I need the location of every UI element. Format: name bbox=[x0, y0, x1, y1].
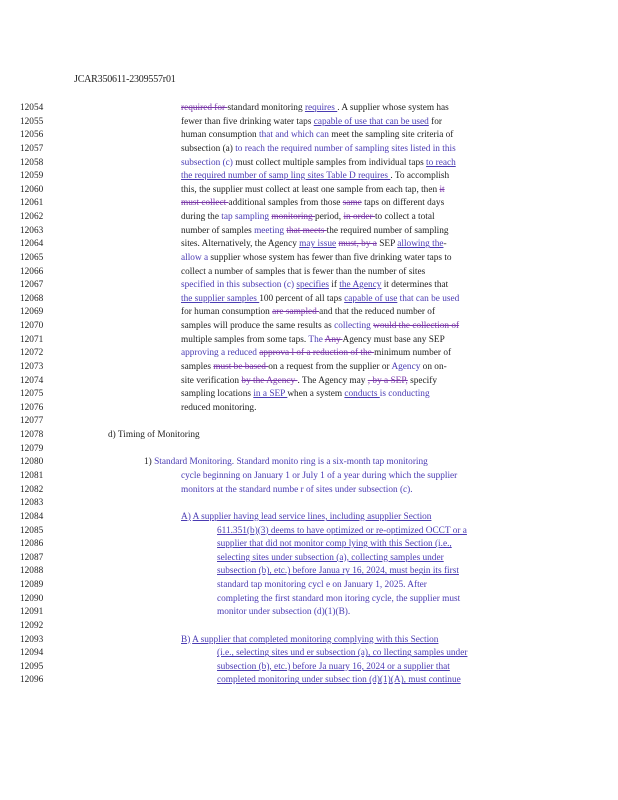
text-line bbox=[0, 415, 618, 429]
body-text: this, the supplier must collect at least one sample from each tap, then bbox=[181, 184, 440, 195]
text-line bbox=[0, 211, 618, 225]
body-text: specified in this subsection (c) bbox=[181, 280, 297, 291]
body-text: additional samples from those bbox=[228, 198, 343, 209]
body-text: on on- bbox=[420, 361, 447, 372]
line-number: 12076 bbox=[20, 402, 44, 413]
text-line bbox=[0, 293, 618, 307]
text-line bbox=[0, 347, 618, 361]
line-text bbox=[181, 334, 445, 348]
text-line bbox=[0, 593, 618, 607]
deleted-text: are sampled bbox=[272, 307, 320, 318]
body-text: cycle beginning on January 1 or July 1 of a year during which the supplier bbox=[181, 471, 458, 481]
line-text bbox=[217, 647, 467, 661]
body-text: . A supplier whose system has bbox=[337, 103, 449, 113]
inserted-text: the supplier samples bbox=[181, 293, 260, 304]
inserted-text: A supplier that completed monitoring complying with this Section bbox=[192, 634, 439, 645]
inserted-text: requires bbox=[304, 103, 338, 113]
line-number: 12054 bbox=[20, 103, 44, 113]
body-text: period, bbox=[315, 212, 344, 223]
line-number: 12091 bbox=[20, 607, 44, 618]
body-text: sites. Alternatively, the Agency bbox=[181, 239, 300, 250]
text-line bbox=[0, 525, 618, 539]
body-text: site verification bbox=[181, 375, 242, 386]
line-number: 12068 bbox=[20, 293, 44, 304]
line-text bbox=[181, 347, 451, 361]
body-text: it determines that bbox=[381, 280, 449, 291]
inserted-text: A supplier having lead service lines, including asupplier Section bbox=[192, 511, 432, 522]
body-text: SEP bbox=[376, 239, 398, 250]
line-text bbox=[217, 552, 444, 566]
body-text: - bbox=[443, 239, 447, 250]
line-text bbox=[181, 484, 413, 498]
line-number: 12065 bbox=[20, 252, 44, 263]
line-text bbox=[181, 211, 435, 225]
deleted-text: by the Agency bbox=[241, 375, 298, 386]
line-number: 12075 bbox=[20, 389, 44, 400]
line-number: 12086 bbox=[20, 539, 44, 550]
line-number: 12064 bbox=[20, 239, 44, 250]
body-text: that can be used bbox=[397, 293, 460, 304]
line-text bbox=[181, 252, 452, 266]
line-text bbox=[217, 525, 467, 539]
line-number: 12069 bbox=[20, 307, 44, 318]
text-line bbox=[0, 238, 618, 252]
deleted-text: must collect bbox=[181, 198, 229, 209]
body-text: and that the reduced number of bbox=[319, 307, 436, 318]
text-line bbox=[0, 620, 618, 634]
body-text: reduced monitoring. bbox=[181, 402, 257, 413]
text-line bbox=[0, 225, 618, 239]
body-text: samples will produce the same results as bbox=[181, 321, 335, 332]
document-id: JCAR350611-2309557r01 bbox=[74, 74, 176, 85]
deleted-text: in order bbox=[343, 212, 375, 223]
line-text bbox=[181, 129, 453, 143]
line-number: 12056 bbox=[20, 130, 44, 141]
text-line bbox=[0, 279, 618, 293]
text-line bbox=[0, 579, 618, 593]
line-number: 12088 bbox=[20, 566, 44, 577]
body-text: collect a number of samples that is fewer than the number of sites bbox=[181, 266, 426, 277]
line-text bbox=[217, 565, 459, 579]
text-line bbox=[0, 184, 618, 198]
text-line bbox=[0, 552, 618, 566]
line-number: 12061 bbox=[20, 198, 44, 209]
line-number: 12079 bbox=[20, 443, 44, 454]
line-text bbox=[217, 593, 460, 607]
body-text: Agency bbox=[391, 361, 421, 372]
body-text: d) Timing of Monitoring bbox=[108, 430, 200, 441]
body-text: to reach the required number of sampling sites listed in this bbox=[235, 143, 456, 154]
text-line bbox=[0, 334, 618, 348]
text-line bbox=[0, 661, 618, 675]
inserted-text: (i.e., selecting sites und er subsection (a), co llecting samples under bbox=[217, 648, 468, 659]
text-line bbox=[0, 361, 618, 375]
line-text bbox=[181, 293, 459, 307]
body-text: sampling locations bbox=[181, 389, 254, 400]
deleted-text: monitoring bbox=[271, 212, 316, 223]
text-line bbox=[0, 143, 618, 157]
inserted-text: the Agency bbox=[339, 280, 382, 291]
body-text: must collect multiple samples from individual taps bbox=[232, 157, 427, 168]
body-text: during the bbox=[181, 212, 222, 223]
line-number: 12057 bbox=[20, 143, 44, 154]
body-text: monitors at the standard numbe r of sites under subsection (c). bbox=[181, 484, 413, 495]
body-text: if bbox=[328, 280, 340, 291]
line-text bbox=[181, 266, 425, 280]
line-text bbox=[181, 470, 457, 484]
body-text: standard monitoring bbox=[227, 103, 305, 113]
body-text: taps on different days bbox=[361, 198, 445, 209]
text-line bbox=[0, 511, 618, 525]
body-text: to collect a total bbox=[374, 212, 435, 223]
inserted-text: 611.351(b)(3) deems to have optimized or re-optimized OCCT or a bbox=[217, 525, 467, 536]
text-line bbox=[0, 606, 618, 620]
line-text bbox=[181, 306, 435, 320]
text-line bbox=[0, 538, 618, 552]
inserted-text: selecting sites under subsection (a), collecting samples under bbox=[217, 552, 444, 563]
text-line bbox=[0, 484, 618, 498]
body-text: supplier whose system has fewer than five drinking water taps to bbox=[208, 252, 452, 263]
line-number: 12096 bbox=[20, 675, 44, 686]
line-number: 12090 bbox=[20, 593, 44, 604]
line-number: 12059 bbox=[20, 171, 44, 182]
body-text: number of samples bbox=[181, 225, 255, 236]
body-text: Agency must base any SEP bbox=[342, 334, 445, 345]
line-text bbox=[181, 238, 447, 252]
line-number: 12077 bbox=[20, 416, 44, 427]
text-line bbox=[0, 456, 618, 470]
line-number: 12083 bbox=[20, 498, 44, 509]
line-text bbox=[217, 674, 461, 688]
body-text: collecting bbox=[334, 321, 371, 332]
text-line bbox=[0, 565, 618, 579]
body-text: human consumption bbox=[181, 130, 259, 141]
body-text: The bbox=[308, 334, 323, 345]
line-number: 12073 bbox=[20, 361, 44, 372]
line-text bbox=[181, 197, 444, 211]
line-text bbox=[217, 579, 427, 593]
text-line bbox=[0, 497, 618, 511]
body-text: meet the sampling site criteria of bbox=[328, 130, 454, 141]
body-text: . The Agency may bbox=[297, 375, 368, 386]
line-number: 12072 bbox=[20, 348, 44, 359]
deleted-text: , by a SEP, bbox=[367, 375, 408, 386]
line-number: 12081 bbox=[20, 471, 44, 481]
text-line bbox=[0, 429, 618, 443]
line-text bbox=[217, 538, 452, 552]
line-text bbox=[181, 102, 449, 116]
line-text bbox=[181, 225, 449, 239]
line-number: 12063 bbox=[20, 225, 44, 236]
line-text bbox=[181, 157, 456, 171]
deleted-text: same bbox=[342, 198, 362, 209]
body-text: that and which can bbox=[258, 130, 329, 141]
line-number: 12060 bbox=[20, 184, 44, 195]
inserted-text: to reach bbox=[426, 157, 456, 168]
line-text bbox=[181, 511, 431, 525]
line-text bbox=[181, 402, 256, 416]
body-text: multiple samples from some taps. bbox=[181, 334, 309, 345]
body-text: standard tap monitoring cycl e on January 1, 2025. After bbox=[217, 580, 427, 591]
body-text: is conducting bbox=[379, 389, 430, 400]
inserted-text: capable of use that can be used bbox=[313, 116, 429, 127]
line-number: 12085 bbox=[20, 525, 44, 536]
body-text: minimum number of bbox=[374, 348, 452, 359]
body-text: allow a bbox=[181, 252, 209, 263]
inserted-text: in a SEP bbox=[253, 389, 288, 400]
text-line bbox=[0, 306, 618, 320]
body-text: . To accomplish bbox=[390, 171, 450, 182]
text-line bbox=[0, 674, 618, 688]
line-number: 12070 bbox=[20, 321, 44, 332]
text-line bbox=[0, 252, 618, 266]
text-line bbox=[0, 102, 618, 116]
line-number: 12095 bbox=[20, 661, 44, 672]
text-line bbox=[0, 402, 618, 416]
text-line bbox=[0, 443, 618, 457]
deleted-text: required for bbox=[181, 103, 228, 113]
body-text: on a request from the supplier or bbox=[268, 361, 392, 372]
text-line bbox=[0, 116, 618, 130]
text-line bbox=[0, 375, 618, 389]
body-text: when a system bbox=[287, 389, 345, 400]
line-text bbox=[181, 634, 438, 648]
text-line bbox=[0, 197, 618, 211]
line-text bbox=[217, 661, 450, 675]
line-text bbox=[217, 606, 350, 620]
line-number: 12093 bbox=[20, 634, 44, 645]
deleted-text: it bbox=[439, 184, 445, 195]
line-number: 12074 bbox=[20, 375, 44, 386]
body-text: for bbox=[428, 116, 443, 127]
line-number: 12087 bbox=[20, 552, 44, 563]
line-text bbox=[181, 184, 445, 198]
text-line bbox=[0, 129, 618, 143]
inserted-text: subsection (b), etc.) before Ja nuary 16, 2024 or a supplier that bbox=[217, 661, 450, 672]
deleted-text: approva l of a reduction of the bbox=[259, 348, 375, 359]
body-text: subsection (a) bbox=[181, 143, 236, 154]
body-text: subsection (c) bbox=[181, 157, 233, 168]
deleted-text: Any bbox=[324, 334, 343, 345]
inserted-text: subsection (b), etc.) before Janua ry 16, 2024, must begin its first bbox=[217, 566, 459, 577]
inserted-text: B) bbox=[181, 634, 191, 645]
body-text: samples bbox=[181, 361, 214, 372]
body-text: tap sampling bbox=[221, 212, 270, 223]
line-number: 12062 bbox=[20, 212, 44, 223]
line-text bbox=[181, 279, 448, 293]
line-text bbox=[181, 388, 430, 402]
inserted-text: the required number of samp ling sites Table D requires bbox=[181, 171, 391, 182]
line-number: 12089 bbox=[20, 580, 44, 591]
deleted-text: must, by a bbox=[338, 239, 377, 250]
line-text bbox=[181, 170, 449, 184]
inserted-text: specifies bbox=[296, 280, 329, 291]
line-number: 12058 bbox=[20, 157, 44, 168]
text-line bbox=[0, 470, 618, 484]
deleted-text: would the collection of bbox=[373, 321, 460, 332]
text-line bbox=[0, 170, 618, 184]
body-text: meeting bbox=[254, 225, 285, 236]
body-text: 100 percent of all taps bbox=[259, 293, 345, 304]
body-text: the required number of sampling bbox=[326, 225, 449, 236]
text-line bbox=[0, 647, 618, 661]
inserted-text: supplier that did not monitor comp lying with this Section (i.e., bbox=[217, 539, 452, 550]
line-number: 12066 bbox=[20, 266, 44, 277]
text-line bbox=[0, 634, 618, 648]
line-text bbox=[181, 116, 442, 130]
line-text bbox=[181, 320, 459, 334]
deleted-text: must be based bbox=[213, 361, 269, 372]
inserted-text: completed monitoring under subsec tion (d)(1)(A), must continue bbox=[217, 675, 461, 686]
line-text bbox=[181, 361, 447, 375]
line-text bbox=[144, 456, 428, 470]
line-number: 12080 bbox=[20, 457, 44, 468]
body-text: Standard Monitoring. Standard monito ring is a six-month tap monitoring bbox=[154, 457, 428, 468]
line-number: 12082 bbox=[20, 484, 44, 495]
inserted-text: capable of use bbox=[344, 293, 398, 304]
text-line bbox=[0, 157, 618, 171]
text-line bbox=[0, 388, 618, 402]
line-number: 12092 bbox=[20, 620, 44, 631]
inserted-text: A) bbox=[181, 511, 191, 522]
line-text bbox=[181, 375, 437, 389]
line-text bbox=[181, 143, 456, 157]
body-text: for human consumption bbox=[181, 307, 273, 318]
body-text: fewer than five drinking water taps bbox=[181, 116, 314, 127]
text-line bbox=[0, 266, 618, 280]
line-number: 12055 bbox=[20, 116, 44, 127]
line-number: 12067 bbox=[20, 280, 44, 291]
body-text: completing the first standard mon itoring cycle, the supplier must bbox=[217, 593, 461, 604]
body-text: specify bbox=[407, 375, 437, 386]
line-text bbox=[108, 429, 200, 443]
body-text: approving a reduced bbox=[181, 348, 257, 359]
deleted-text: that meets bbox=[286, 225, 327, 236]
inserted-text: allowing the bbox=[397, 239, 444, 250]
inserted-text: may issue bbox=[299, 239, 337, 250]
line-number: 12094 bbox=[20, 648, 44, 659]
text-line bbox=[0, 320, 618, 334]
body-text: monitor under subsection (d)(1)(B). bbox=[217, 607, 351, 618]
body-text: 1) bbox=[144, 457, 155, 468]
line-number: 12084 bbox=[20, 511, 44, 522]
inserted-text: conducts bbox=[344, 389, 380, 400]
line-number: 12078 bbox=[20, 430, 44, 441]
line-number: 12071 bbox=[20, 334, 44, 345]
